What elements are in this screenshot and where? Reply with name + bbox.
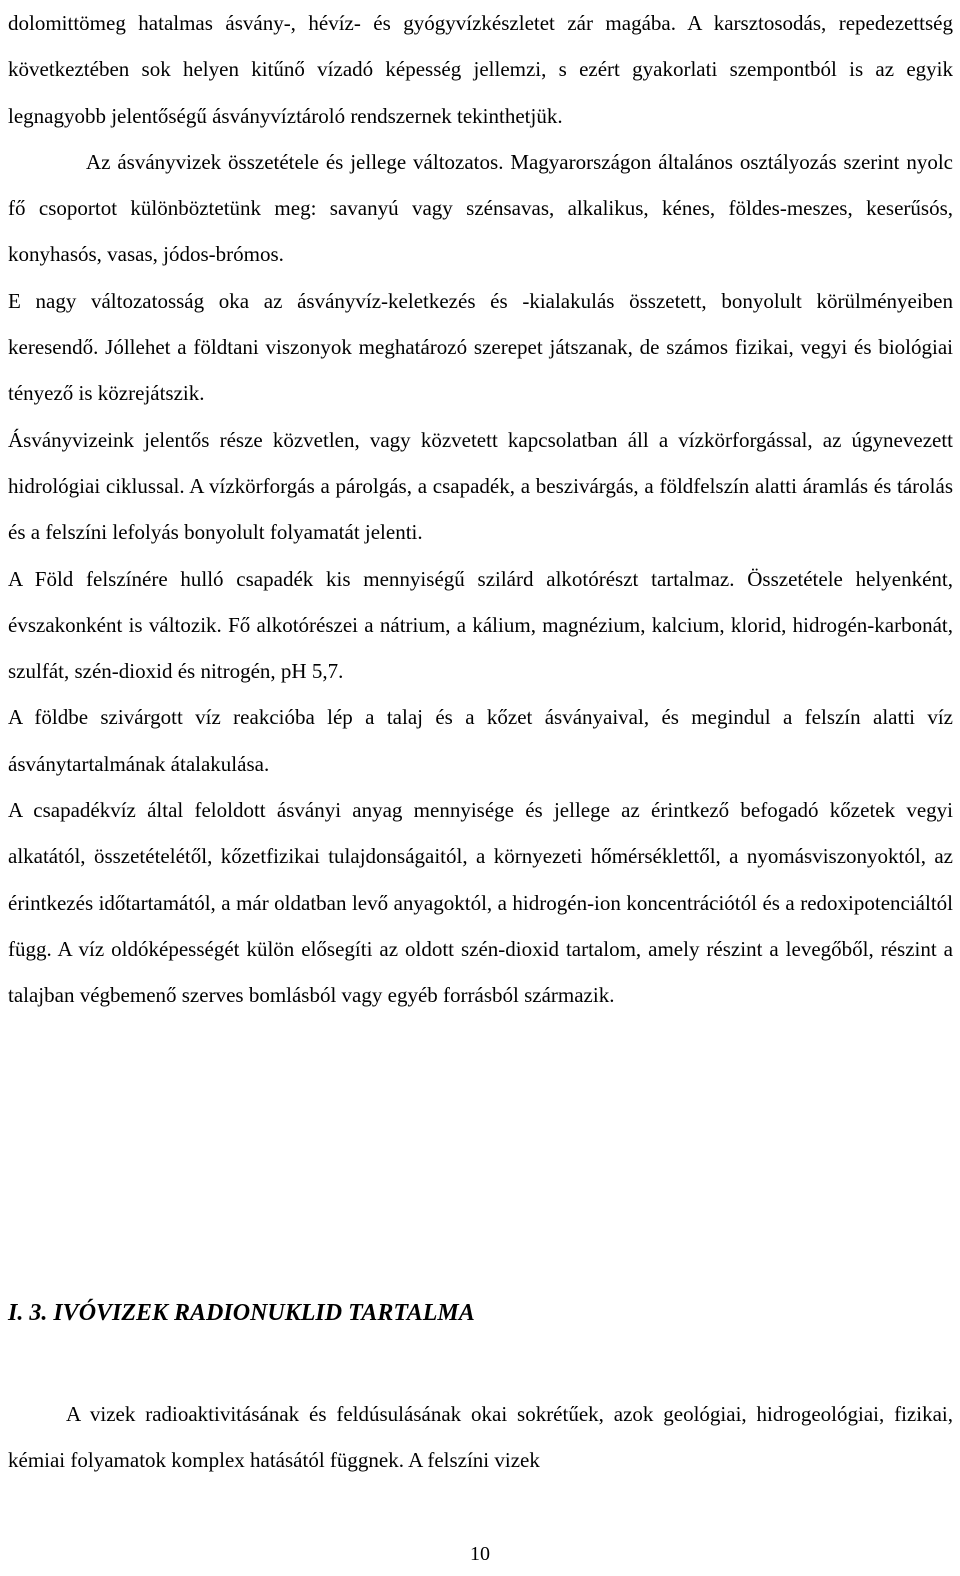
document-body [8, 0, 953, 1019]
page-number: 10 [470, 1543, 490, 1565]
paragraph-5: A Föld felszínére hulló csapadék kis mennyiségű szilárd alkotórészt tartalmaz. Összetétele helyenként, évszakonként is változik. Fő alkotórészei a nátrium, a kálium, magnézium, kalcium, klorid, hidrogén-karbonát, szulfát, szén-dioxid és nitrogén, pH 5,7. [8, 566, 953, 684]
paragraph-4: Ásványvizeink jelentős része közvetlen, vagy közvetett kapcsolatban áll a vízkörforgással, az úgynevezett hidrológiai ciklussal. A vízkörforgás a párolgás, a csapadék, a beszivárgás, a földfelszín alatti áramlás és tárolás és a felszíni lefolyás bonyolult folyamatát jelenti. [8, 427, 953, 545]
paragraph-3: E nagy változatosság oka az ásványvíz-keletkezés és -kialakulás összetett, bonyolult körülményeiben keresendő. Jóllehet a földtani viszonyok meghatározó szerepet játszanak, de számos fizikai, vegyi és biológiai tényező is közrejátszik. [8, 288, 953, 406]
paragraph-6: A földbe szivárgott víz reakcióba lép a talaj és a kőzet ásványaival, és megindul a felszín alatti víz ásványtartalmának átalakulása. [8, 705, 953, 776]
paragraph-1: dolomittömeg hatalmas ásvány-, hévíz- és gyógyvízkészletet zár magába. A karsztosodás, repedezettség következtében sok helyen kitűnő vízadó képesség jellemzi, s ezért gyakorlati szempontból is az egyik legnagyobb jelentőségű ásványvíztároló rendszernek tekinthetjük. [8, 11, 953, 128]
section-heading: I. 3. IVÓVIZEK RADIONUKLID TARTALMA [8, 1300, 475, 1326]
paragraph-7: A csapadékvíz által feloldott ásványi anyag mennyisége és jellege az érintkező befogadó kőzetek vegyi alkatától, összetételétől, kőzetfizikai tulajdonságaitól, a környezeti hőmérséklettől, a nyomásviszonyoktól, az érintkezés időtartamától, a már oldatban levő anyagoktól, a hidrogén-ion koncentrációtól és a redoxipotenciáltól függ. A víz oldóképességét külön elősegíti az oldott szén-dioxid tartalom, amely részint a levegőből, részint a talajban végbemenő szerves bomlásból vagy egyéb forrásból származik. [8, 798, 953, 1008]
section-body [8, 1391, 953, 1484]
paragraph-2: Az ásványvizek összetétele és jellege változatos. Magyarországon általános osztályozás szerint nyolc fő csoportot különböztetünk meg: savanyú vagy szénsavas, alkalikus, kénes, földes-meszes, keserűsós, konyhasós, vasas, jódos-brómos. [8, 149, 953, 267]
section-paragraph: A vizek radioaktivitásának és feldúsulásának okai sokrétűek, azok geológiai, hidrogeológiai, fizikai, kémiai folyamatok komplex hatásától függnek. A felszíni vizek [8, 1402, 953, 1473]
